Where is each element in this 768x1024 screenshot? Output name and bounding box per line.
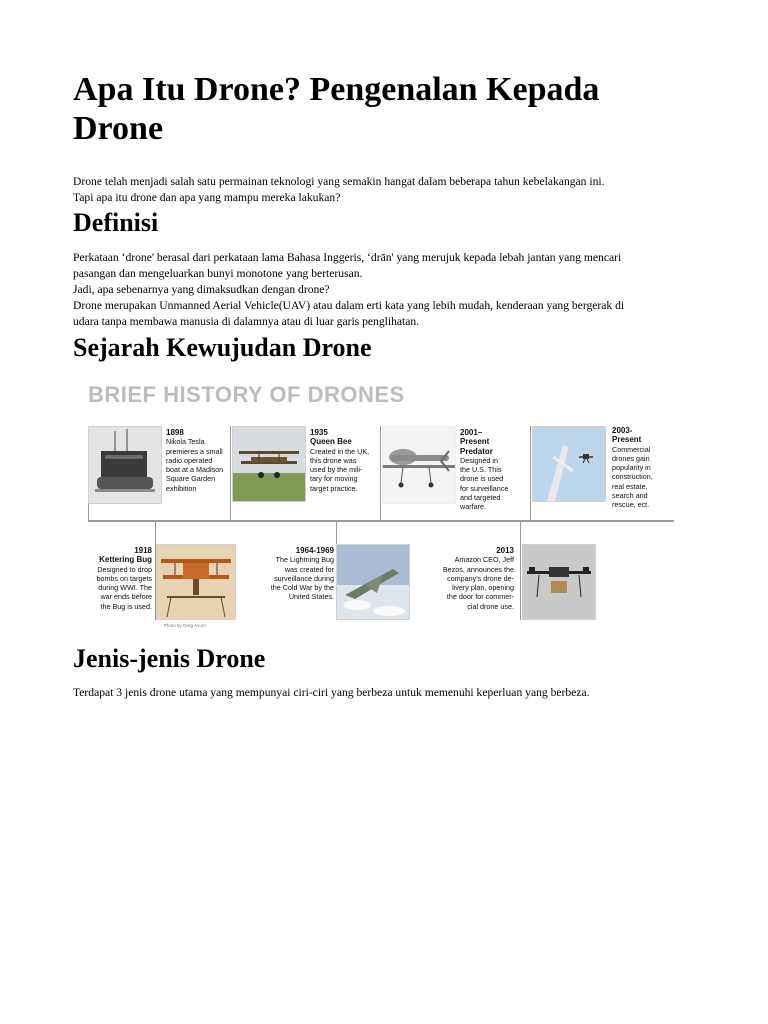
event-text-line: Bezos, announces the <box>442 564 514 574</box>
lightning-bug-illustration <box>337 545 409 619</box>
event-text-line: cial drone use. <box>467 601 514 611</box>
event-2013-caption <box>438 546 514 611</box>
tesla-boat-photo <box>88 426 162 504</box>
event-text-line: United States. <box>288 592 334 602</box>
event-text-line: and targeted <box>460 493 501 503</box>
event-text-line: real estate, <box>612 481 648 491</box>
event-year: 2013 <box>496 546 514 555</box>
definisi-paragraph <box>73 250 713 330</box>
predator-illustration <box>383 427 455 503</box>
event-text-line: the Cold War by the <box>270 583 334 593</box>
event-name: Predator <box>460 446 493 456</box>
timeline-tick <box>380 426 381 522</box>
event-1935-caption <box>310 428 369 493</box>
timeline-tick <box>230 426 231 522</box>
amazon-drone-photo <box>522 544 596 620</box>
event-2003-caption <box>612 426 653 510</box>
event-text-line: popularity in <box>612 463 651 473</box>
heading-jenis: Jenis-jenis Drone <box>73 644 266 673</box>
crane-drone-illustration <box>533 427 605 501</box>
intro-paragraph <box>73 174 713 206</box>
definisi-line-3: Jadi, apa sebenarnya yang dimaksudkan dengan drone? <box>73 283 330 296</box>
timeline-axis <box>88 520 674 522</box>
event-year: 1935 <box>310 428 328 437</box>
event-year: 1918 <box>134 546 152 555</box>
intro-line-1: Drone telah menjadi salah satu permainan teknologi yang semakin hangat dalam beberapa tahun kebelakangan ini. <box>73 175 605 188</box>
event-1898-caption <box>166 428 223 493</box>
boat-illustration <box>89 427 161 503</box>
event-text-line: search and <box>612 491 648 501</box>
event-text-line: Commercial <box>612 444 651 454</box>
event-text-line: drone is used <box>460 474 504 484</box>
event-text-line: target practice. <box>310 483 358 493</box>
event-text-line: livery plan, opening <box>452 583 514 593</box>
lightning-bug-photo <box>336 544 410 620</box>
event-year: 1964-1969 <box>295 546 334 555</box>
event-text-line: drones gain <box>612 453 650 463</box>
event-text-line: Amazon CEO, Jeff <box>454 555 514 565</box>
event-text-line: Designed to drop <box>97 564 152 574</box>
event-text-line: the U.S. This <box>460 465 502 475</box>
infographic-title: BRIEF HISTORY OF DRONES <box>88 382 405 407</box>
jenis-paragraph: Terdapat 3 jenis drone utama yang mempunyai ciri-ciri yang berbeza untuk memenuhi keperluan yang berbeza. <box>73 686 590 699</box>
event-year: 1898 <box>166 428 184 437</box>
event-text-line: Nikola Tesla <box>166 437 205 447</box>
biplane-illustration <box>233 427 305 501</box>
event-year: 2001– <box>460 428 483 437</box>
event-text-line: Square Garden <box>166 474 216 484</box>
event-1918-caption <box>82 546 152 611</box>
event-text-line: during WWI. The <box>98 583 152 593</box>
event-text-line: surveillance during <box>274 573 334 583</box>
event-text-line: bombs on targets <box>96 573 152 583</box>
event-year: 2003- <box>612 426 633 435</box>
event-text-line: rescue, ect. <box>612 500 650 510</box>
definisi-line-5: udara tanpa membawa manusia di dalamnya atau di luar garis penglihatan. <box>73 315 420 328</box>
kettering-bug-photo <box>156 544 236 620</box>
event-text-line: Created in the UK, <box>310 446 370 456</box>
event-name: Queen Bee <box>310 437 352 447</box>
event-1964-caption <box>258 546 334 602</box>
octocopter-illustration <box>523 545 595 619</box>
event-text-line: used by the mili- <box>310 465 363 475</box>
event-text-line: premieres a small <box>166 446 223 456</box>
timeline-tick <box>530 426 531 522</box>
heading-sejarah: Sejarah Kewujudan Drone <box>73 333 372 362</box>
event-text-line: war ends before <box>100 592 152 602</box>
event-text-line: tary for moving <box>310 474 358 484</box>
event-text-line: was created for <box>284 564 334 574</box>
timeline-tick <box>520 520 521 620</box>
event-text-line: for surveillance <box>460 483 509 493</box>
event-text-line: construction, <box>612 472 653 482</box>
photo-credit: Photo by Greg Acorn <box>164 623 206 628</box>
event-text-line: exhibition <box>166 483 197 493</box>
event-2001-caption <box>460 428 508 512</box>
intro-line-2: Tapi apa itu drone dan apa yang mampu mereka lakukan? <box>73 191 341 204</box>
queen-bee-photo <box>232 426 306 502</box>
event-text-line: boat at a Madison <box>166 465 224 475</box>
event-text-line: warfare. <box>460 502 486 512</box>
definisi-line-1: Perkataan ‘drone' berasal dari perkataan lama Bahasa Inggeris, ‘drān' yang merujuk kepada lebah jantan yang mencari <box>73 251 622 264</box>
event-text-line: company's drone de- <box>447 573 514 583</box>
history-infographic <box>82 380 676 634</box>
event-name: Present <box>612 435 642 445</box>
kettering-illustration <box>157 545 235 619</box>
definisi-line-2: pasangan dan mengeluarkan bunyi monotone yang berterusan. <box>73 267 363 280</box>
event-text-line: the door for commer- <box>446 592 514 602</box>
event-text-line: the Bug is used. <box>100 601 152 611</box>
event-text-line: radio operated <box>166 455 213 465</box>
event-text-line: Designed in <box>460 455 498 465</box>
page-title: Apa Itu Drone? Pengenalan Kepada Drone <box>73 71 600 147</box>
commercial-drone-photo <box>532 426 606 502</box>
heading-definisi: Definisi <box>73 208 159 237</box>
event-text-line: this drone was <box>310 455 357 465</box>
predator-photo <box>382 426 456 504</box>
event-name: Present <box>460 437 490 447</box>
definisi-line-4: Drone merupakan Unmanned Aerial Vehicle(UAV) atau dalam erti kata yang lebih mudah, kenderaan yang bergerak di <box>73 299 625 312</box>
event-text-line: The Lightning Bug <box>275 555 334 565</box>
event-name: Kettering Bug <box>99 555 152 565</box>
